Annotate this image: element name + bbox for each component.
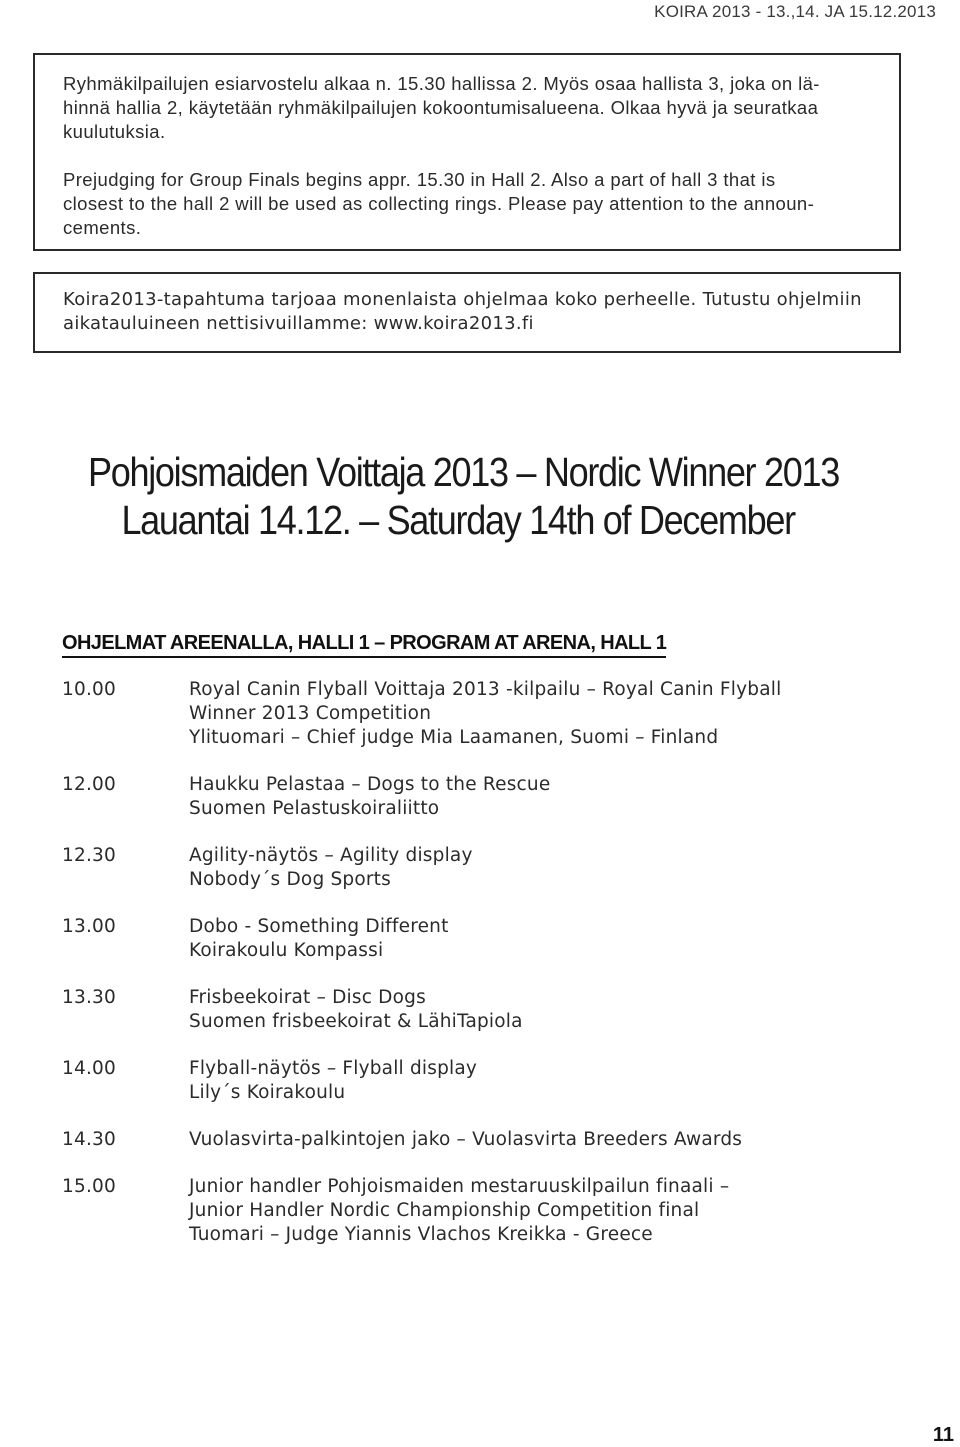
- schedule-description-line: Junior Handler Nordic Championship Competition final: [189, 1200, 700, 1221]
- program-info-text: [63, 288, 881, 336]
- schedule-description: [189, 1175, 729, 1247]
- schedule-list: [62, 678, 922, 1270]
- schedule-description-line: Lily´s Koirakoulu: [189, 1082, 346, 1103]
- schedule-description: [189, 1128, 742, 1152]
- schedule-description: [189, 986, 523, 1034]
- schedule-description: [189, 773, 550, 821]
- schedule-description-line: Koirakoulu Kompassi: [189, 940, 384, 961]
- notice-line: hinnä hallia 2, käytetään ryhmäkilpailujen kokoontumisalueena. Olkaa hyvä ja seuratkaa: [63, 97, 819, 118]
- schedule-description-line: Winner 2013 Competition: [189, 703, 432, 724]
- notice-line: cements.: [63, 217, 142, 238]
- schedule-description-line: Tuomari – Judge Yiannis Vlachos Kreikka - Greece: [189, 1224, 653, 1245]
- schedule-item: [62, 844, 922, 892]
- schedule-description: [189, 678, 781, 750]
- info-line: Koira2013-tapahtuma tarjoaa monenlaista ohjelmaa koko perheelle. Tutustu ohjelmiin: [63, 289, 862, 310]
- section-heading: OHJELMAT AREENALLA, HALLI 1 – PROGRAM AT ARENA, HALL 1: [62, 632, 666, 658]
- schedule-description-line: Ylituomari – Chief judge Mia Laamanen, Suomi – Finland: [189, 727, 719, 748]
- schedule-description-line: Junior handler Pohjoismaiden mestaruuskilpailun finaali –: [189, 1176, 730, 1197]
- schedule-time: 10.00: [62, 679, 116, 700]
- notice-english: [63, 168, 881, 240]
- schedule-description-line: Frisbeekoirat – Disc Dogs: [189, 987, 426, 1008]
- title-line-2: Lauantai 14.12. – Saturday 14th of December: [121, 497, 795, 543]
- info-line: aikatauluineen nettisivuillamme: www.koira2013.fi: [63, 313, 534, 334]
- schedule-time: 12.00: [62, 774, 116, 795]
- schedule-item: [62, 1175, 922, 1247]
- program-info-box: [33, 272, 901, 353]
- schedule-description-line: Vuolasvirta-palkintojen jako – Vuolasvirta Breeders Awards: [189, 1129, 743, 1150]
- schedule-description-line: Flyball-näytös – Flyball display: [189, 1058, 478, 1079]
- schedule-item: [62, 986, 922, 1034]
- schedule-time: 14.30: [62, 1129, 116, 1150]
- schedule-description-line: Agility-näytös – Agility display: [189, 845, 473, 866]
- schedule-description: [189, 1057, 477, 1105]
- page-title: [88, 448, 839, 544]
- notice-line: Ryhmäkilpailujen esiarvostelu alkaa n. 15.30 hallissa 2. Myös osaa hallista 3, joka on lä-: [63, 73, 820, 94]
- schedule-time: 15.00: [62, 1176, 116, 1197]
- notice-line: Prejudging for Group Finals begins appr. 15.30 in Hall 2. Also a part of hall 3 that is: [63, 169, 776, 190]
- notice-finnish: [63, 72, 881, 144]
- running-header: KOIRA 2013 - 13.,14. JA 15.12.2013: [654, 2, 936, 21]
- schedule-description: [189, 915, 449, 963]
- schedule-description: [189, 844, 473, 892]
- notice-line: kuulutuksia.: [63, 121, 166, 142]
- schedule-item: [62, 773, 922, 821]
- schedule-description-line: Suomen Pelastuskoiraliitto: [189, 798, 440, 819]
- schedule-description-line: Nobody´s Dog Sports: [189, 869, 391, 890]
- prejudging-notice-box: [33, 53, 901, 251]
- schedule-description-line: Royal Canin Flyball Voittaja 2013 -kilpailu – Royal Canin Flyball: [189, 679, 782, 700]
- schedule-description-line: Haukku Pelastaa – Dogs to the Rescue: [189, 774, 551, 795]
- page-number: 11: [932, 1424, 954, 1446]
- schedule-description-line: Suomen frisbeekoirat & LähiTapiola: [189, 1011, 523, 1032]
- schedule-time: 13.00: [62, 916, 116, 937]
- title-line-1: Pohjoismaiden Voittaja 2013 – Nordic Winner 2013: [88, 449, 839, 495]
- notice-line: closest to the hall 2 will be used as collecting rings. Please pay attention to the announ-: [63, 193, 815, 214]
- schedule-time: 12.30: [62, 845, 116, 866]
- schedule-item: [62, 1128, 922, 1152]
- schedule-time: 13.30: [62, 987, 116, 1008]
- schedule-description-line: Dobo - Something Different: [189, 916, 449, 937]
- schedule-item: [62, 678, 922, 750]
- schedule-item: [62, 1057, 922, 1105]
- schedule-item: [62, 915, 922, 963]
- schedule-time: 14.00: [62, 1058, 116, 1079]
